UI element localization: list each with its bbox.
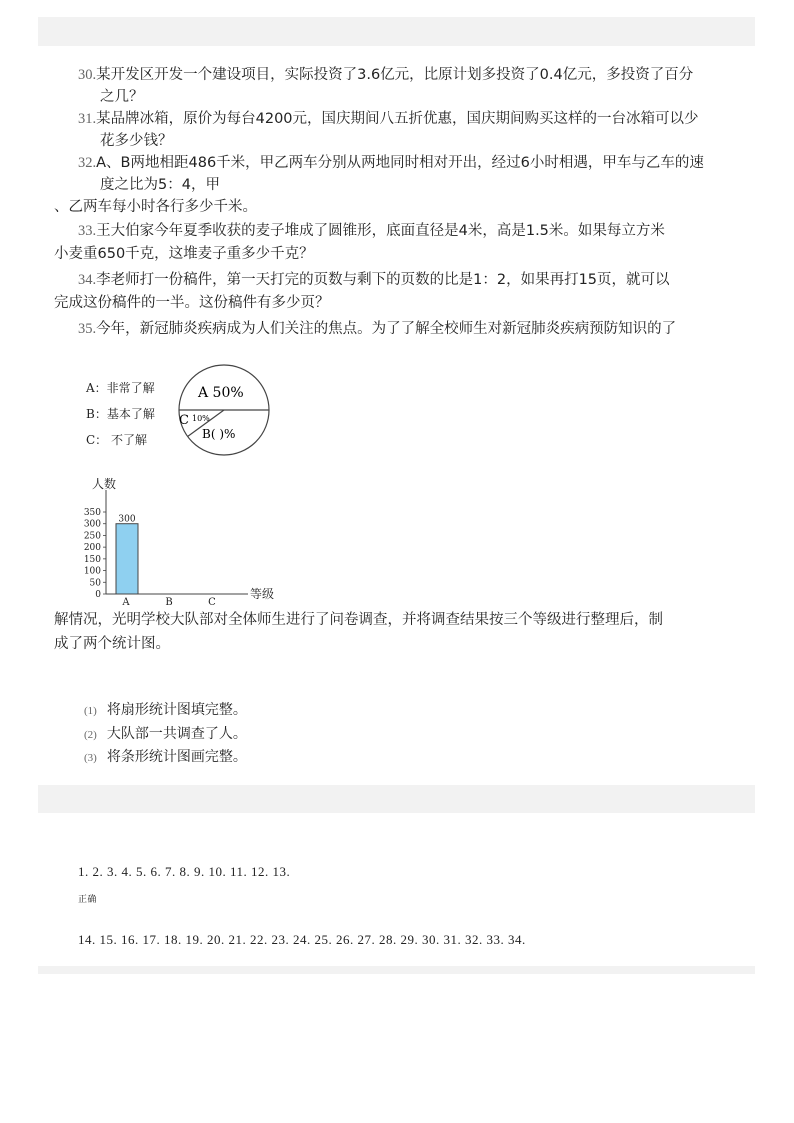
x-axis-label: 等级 [250, 587, 275, 601]
subquestion-text: 大队部一共调查了人。 [106, 726, 247, 742]
legend-a: A：非常了解 [86, 381, 155, 395]
question-35 [78, 318, 676, 340]
subquestion-3 [84, 746, 247, 769]
question-number: 33. [78, 223, 97, 239]
question-34 [78, 269, 670, 291]
top-band [38, 17, 755, 46]
question-number: 31. [78, 111, 97, 127]
subquestion-1 [84, 699, 247, 722]
question-32-cont2: 、乙两车每小时各行多少千米。 [54, 199, 257, 215]
bar-value-label: 300 [118, 514, 136, 525]
subquestion-text: 将扇形统计图填完整。 [106, 702, 247, 718]
subquestion-text: 将条形统计图画完整。 [106, 749, 247, 765]
y-tick-label: 250 [83, 531, 101, 542]
y-tick-label: 0 [95, 590, 101, 600]
x-tick-label: A [122, 597, 130, 608]
y-tick-label: 350 [83, 508, 101, 518]
question-number: 34. [78, 272, 97, 288]
y-tick-label: 100 [83, 566, 101, 577]
middle-band [38, 785, 755, 813]
y-tick-label: 300 [83, 519, 101, 530]
legend-b: B：基本了解 [86, 407, 155, 421]
pie-label-c-pct: 10% [192, 414, 210, 423]
y-axis-label: 人数 [92, 477, 117, 491]
question-34-cont: 完成这份稿件的一半。这份稿件有多少页？ [54, 295, 330, 311]
question-33-cont: 小麦重650千克，这堆麦子重多少千克？ [54, 246, 314, 262]
question-30-cont: 之几？ [100, 89, 144, 105]
question-32-cont: 度之比为5：4，甲 [100, 177, 220, 193]
subquestion-number: (2) [84, 729, 97, 741]
question-31 [78, 108, 699, 130]
question-text: 王大伯家今年夏季收获的麦子堆成了圆锥形，底面直径是4米，高是1.5米。如果每立方米 [96, 223, 665, 239]
legend-c: C： 不了解 [86, 433, 147, 447]
y-tick-label: 50 [89, 578, 101, 589]
question-31-cont: 花多少钱？ [100, 133, 173, 149]
question-35-cont: 解情况，光明学校大队部对全体师生进行了问卷调查，并将调查结果按三个等级进行整理后，制 [54, 612, 663, 628]
question-text: 某开发区开发一个建设项目，实际投资了3.6亿元，比原计划多投资了0.4亿元，多投资了百分 [96, 67, 694, 83]
question-text: 李老师打一份稿件，第一天打完的页数与剩下的页数的比是1：2，如果再打15页，就可以 [96, 272, 670, 288]
pie-label-c: C [179, 413, 189, 428]
y-tick-label: 150 [83, 554, 101, 565]
question-text: 某品牌冰箱，原价为每台4200元，国庆期间八五折优惠，国庆期间购买这样的一台冰箱可以少 [96, 111, 699, 127]
question-30 [78, 64, 693, 86]
x-tick-label: B [165, 597, 173, 608]
answer-row-2: 14. 15. 16. 17. 18. 19. 20. 21. 22. 23. 24. 25. 26. 27. 28. 29. 30. 31. 32. 33. 34. [78, 932, 526, 947]
question-32 [78, 152, 704, 174]
question-number: 35. [78, 321, 97, 337]
pie-chart [176, 362, 272, 458]
pie-label-b: B( )% [202, 427, 236, 441]
answer-row-1: 1. 2. 3. 4. 5. 6. 7. 8. 9. 10. 11. 12. 13. [78, 864, 291, 879]
question-number: 30. [78, 67, 97, 83]
bar-chart [70, 472, 290, 616]
subquestion-number: (1) [84, 705, 97, 717]
subquestion-2 [84, 723, 247, 746]
question-35-cont2: 成了两个统计图。 [54, 636, 170, 652]
bar-a [116, 524, 138, 594]
x-tick-label: C [208, 597, 216, 608]
y-tick-label: 200 [83, 543, 101, 554]
question-text: 今年，新冠肺炎疾病成为人们关注的焦点。为了了解全校师生对新冠肺炎疾病预防知识的了 [96, 321, 677, 337]
question-text: A、B两地相距486千米，甲乙两车分别从两地同时相对开出，经过6小时相遇，甲车与乙车的速 [96, 155, 704, 171]
pie-label-a: A 50% [198, 385, 244, 401]
question-33 [78, 220, 665, 242]
subquestion-number: (3) [84, 752, 97, 764]
answer-note: 正确 [78, 895, 98, 905]
question-number: 32. [78, 155, 97, 171]
bottom-band [38, 966, 755, 974]
